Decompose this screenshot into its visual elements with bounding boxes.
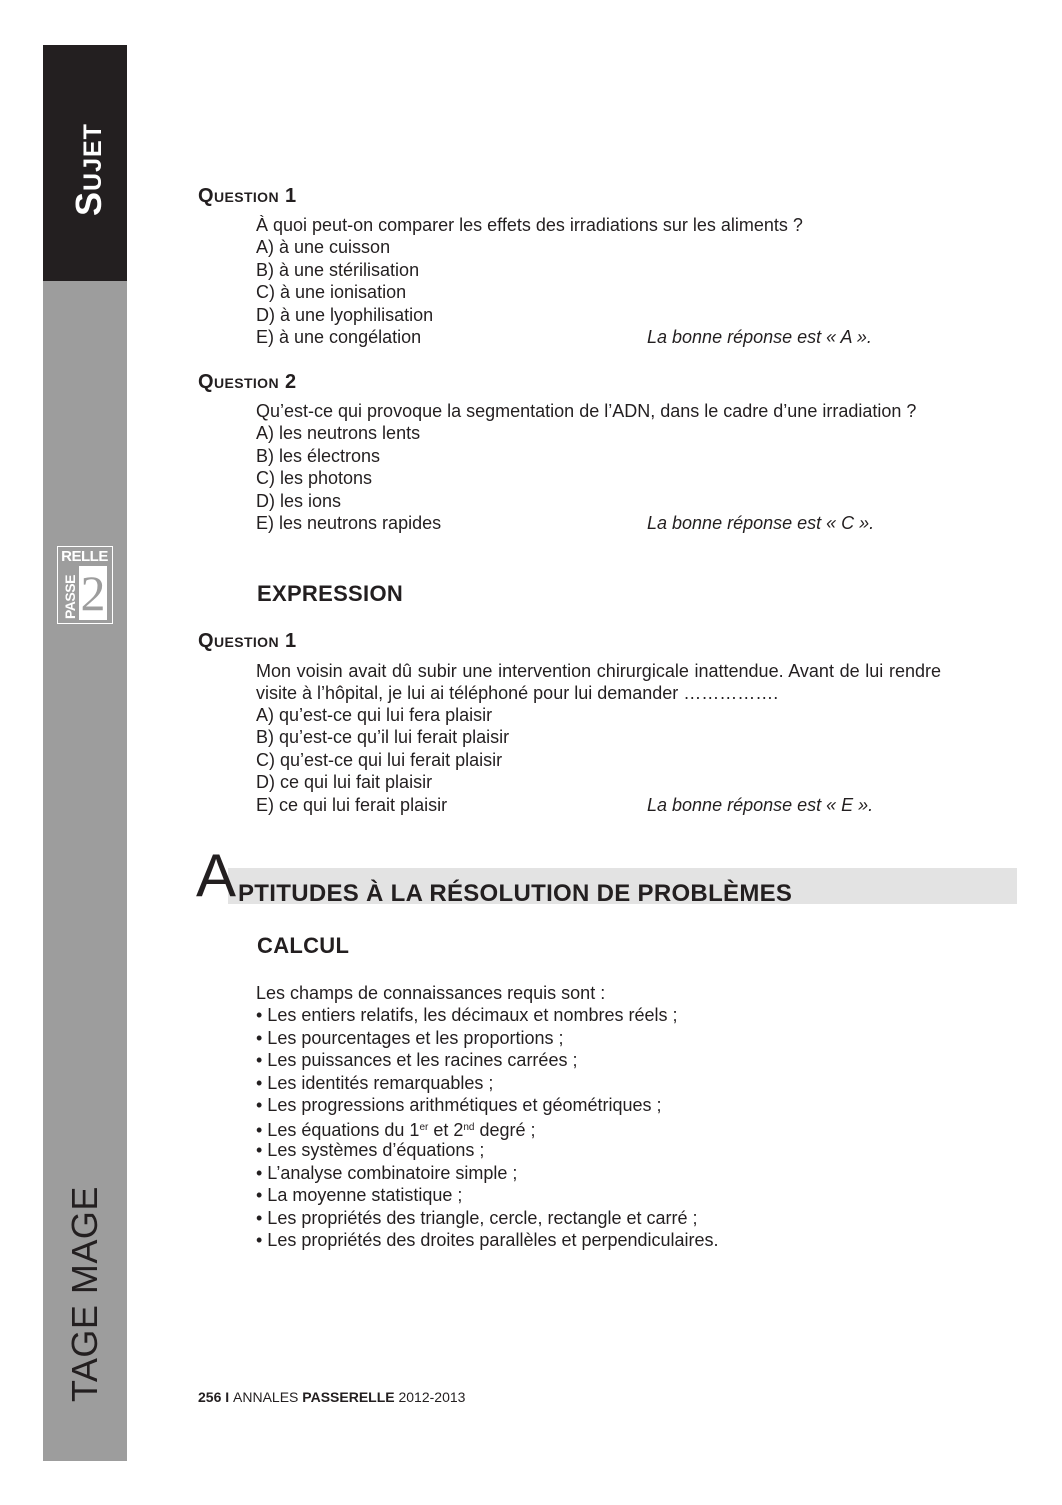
footer-annales: ANNALES: [233, 1389, 303, 1405]
logo-number: 2: [80, 565, 106, 621]
calcul-item: • Les puissances et les racines carrées ;: [256, 1050, 578, 1070]
question-1-option-e: E) à une congélation: [256, 327, 422, 347]
expression-option-c: C) qu’est-ce qui lui ferait plaisir: [256, 750, 503, 770]
expression-answer: La bonne réponse est « E ».: [647, 795, 874, 815]
calcul-heading: CALCUL: [257, 933, 350, 958]
expression-question-title: Question 1: [198, 630, 297, 652]
calcul-item: • Les propriétés des droites parallèles et perpendiculaires.: [256, 1230, 719, 1250]
question-2-option-e: E) les neutrons rapides: [256, 513, 442, 533]
equations-sup-second: nd: [463, 1122, 475, 1133]
question-1-option-a: A) à une cuisson: [256, 237, 391, 257]
expression-heading: EXPRESSION: [257, 581, 404, 606]
equations-text-post: degré ;: [474, 1120, 536, 1140]
page-number: 256: [198, 1389, 222, 1405]
logo-top-text: RELLE: [61, 548, 108, 565]
question-2-option-a: A) les neutrons lents: [256, 423, 421, 443]
expression-option-b: B) qu’est-ce qu’il lui ferait plaisir: [256, 727, 510, 747]
equations-sup-first: er: [419, 1122, 429, 1133]
question-1-option-d: D) à une lyophilisation: [256, 305, 434, 325]
calcul-item: • Les progressions arithmétiques et géométriques ;: [256, 1095, 662, 1115]
calcul-item: • Les identités remarquables ;: [256, 1073, 494, 1093]
sidebar-exam-label: TAGE MAGE: [64, 1186, 105, 1402]
section-banner-initial: A: [196, 842, 237, 909]
question-2-option-c: C) les photons: [256, 468, 373, 488]
question-2-option-d: D) les ions: [256, 491, 342, 511]
logo-side-text: PASSE: [62, 575, 78, 619]
footer-separator: I: [221, 1389, 234, 1405]
expression-option-e: E) ce qui lui ferait plaisir: [256, 795, 448, 815]
footer-brand: PASSERELLE: [302, 1389, 395, 1405]
question-2-answer: La bonne réponse est « C ».: [647, 513, 875, 533]
passerelle-2-logo: [57, 546, 113, 624]
calcul-item-equations: [256, 1117, 536, 1141]
question-2-title: Question 2: [198, 371, 297, 393]
calcul-intro: Les champs de connaissances requis sont :: [256, 983, 606, 1003]
footer-years: 2012-2013: [394, 1389, 466, 1405]
expression-option-d: D) ce qui lui fait plaisir: [256, 772, 433, 792]
question-1-prompt: À quoi peut-on comparer les effets des irradiations sur les aliments ?: [256, 215, 803, 235]
calcul-item: • Les pourcentages et les proportions ;: [256, 1028, 564, 1048]
calcul-item: • L’analyse combinatoire simple ;: [256, 1163, 518, 1183]
question-1-option-c: C) à une ionisation: [256, 282, 407, 302]
equations-text-mid: et 2: [428, 1120, 464, 1140]
question-2-option-b: B) les électrons: [256, 446, 381, 466]
expression-prompt: Mon voisin avait dû subir une intervention chirurgicale inattendue. Avant de lui rendre visite à l’hôpital, je lui ai téléphoné pour lui demander …………….: [256, 661, 941, 703]
equations-text-pre: • Les équations du 1: [256, 1120, 420, 1140]
question-2-prompt: Qu’est-ce qui provoque la segmentation de l’ADN, dans le cadre d’une irradiation ?: [256, 401, 917, 421]
page-footer: [198, 1389, 465, 1405]
calcul-item: • La moyenne statistique ;: [256, 1185, 463, 1205]
sidebar-section-label: Sujet: [68, 123, 109, 216]
calcul-item: • Les entiers relatifs, les décimaux et nombres réels ;: [256, 1005, 678, 1025]
section-banner-title: PTITUDES À LA RÉSOLUTION DE PROBLÈMES: [238, 880, 793, 907]
expression-option-a: A) qu’est-ce qui lui fera plaisir: [256, 705, 493, 725]
question-1-option-b: B) à une stérilisation: [256, 260, 420, 280]
question-1-answer: La bonne réponse est « A ».: [647, 327, 872, 347]
calcul-item: • Les systèmes d’équations ;: [256, 1140, 485, 1160]
calcul-item: • Les propriétés des triangle, cercle, rectangle et carré ;: [256, 1208, 698, 1228]
question-1-title: Question 1: [198, 185, 297, 207]
